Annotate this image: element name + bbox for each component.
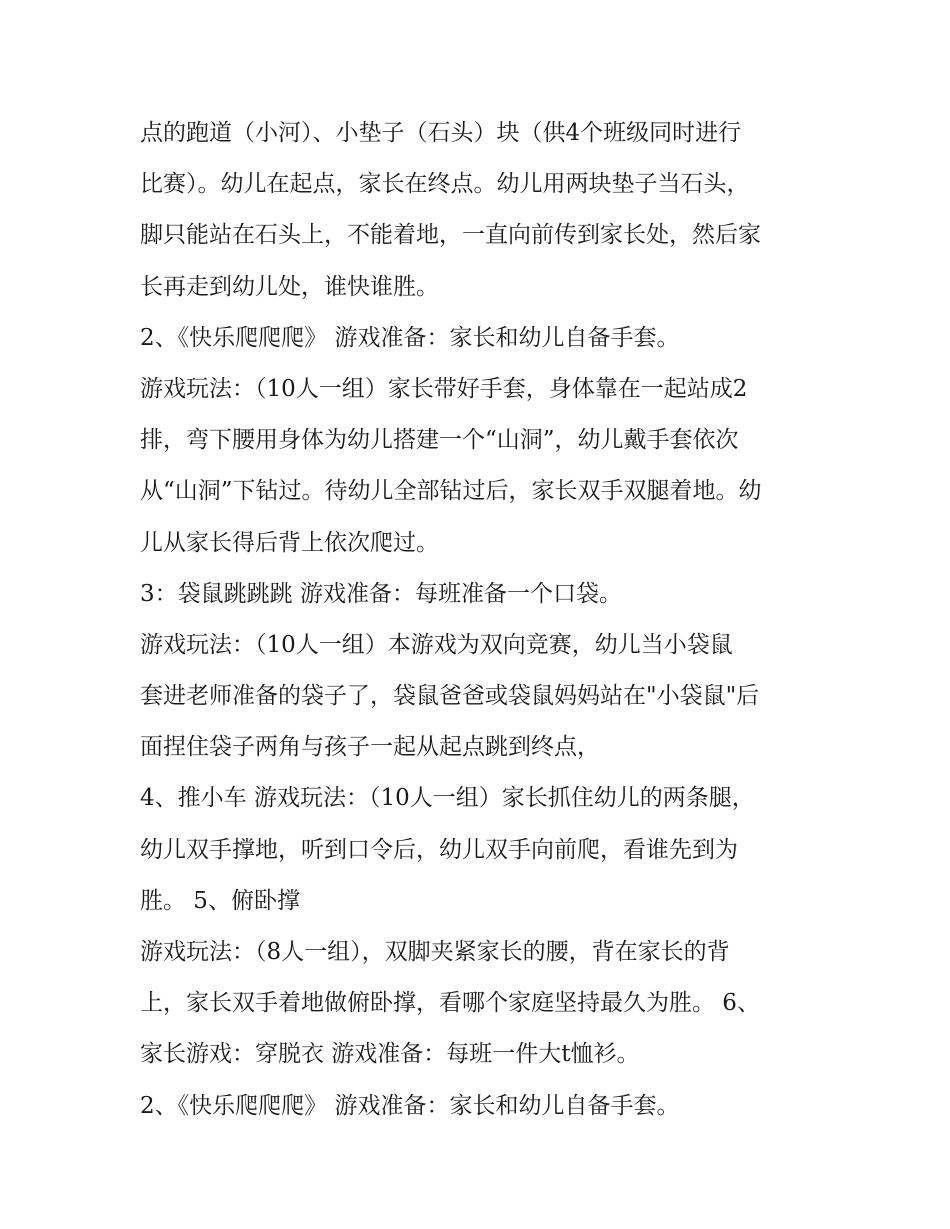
text-line: 2、《快乐爬爬爬》 游戏准备：家长和幼儿自备手套。	[140, 1092, 680, 1119]
text-line: 儿从家长得后背上依次爬过。	[140, 529, 439, 556]
text-line: 胜。 5、俯卧撑	[140, 887, 300, 914]
text-line: 排，弯下腰用身体为幼儿搭建一个“山洞”，幼儿戴手套依次	[140, 427, 739, 454]
text-line: 从“山洞”下钻过。待幼儿全部钻过后，家长双手双腿着地。幼	[140, 478, 762, 505]
text-line: 游戏玩法：（8人一组），双脚夹紧家长的腰，背在家长的背	[140, 939, 730, 965]
text-line: 套进老师准备的袋子了，袋鼠爸爸或袋鼠妈妈站在"小袋鼠"后	[140, 683, 760, 710]
text-line: 上，家长双手着地做俯卧撑，看哪个家庭坚持最久为胜。 6、	[140, 990, 760, 1017]
text-line: 幼儿双手撑地，听到口令后，幼儿双手向前爬，看谁先到为	[140, 836, 738, 863]
text-line: 长再走到幼儿处，谁快谁胜。	[140, 273, 439, 300]
text-line: 面捏住袋子两角与孩子一起从起点跳到终点，	[140, 734, 600, 761]
text-line: 游戏玩法：（10人一组）本游戏为双向竞赛，幼儿当小袋鼠	[140, 631, 733, 658]
text-line: 4、推小车 游戏玩法：（10人一组）家长抓住幼儿的两条腿，	[140, 785, 755, 812]
text-line: 比赛）。幼儿在起点，家长在终点。幼儿用两块垫子当石头，	[140, 171, 750, 198]
text-line: 点的跑道（小河）、小垫子（石头）块（供4个班级同时进行	[140, 120, 742, 146]
text-line: 家长游戏：穿脱衣 游戏准备：每班一件大t恤衫。	[140, 1041, 640, 1068]
text-line: 2、《快乐爬爬爬》 游戏准备：家长和幼儿自备手套。	[140, 324, 680, 351]
body-text	[140, 108, 830, 1132]
text-line: 游戏玩法：（10人一组）家长带好手套，身体靠在一起站成2	[140, 375, 748, 402]
text-line: 3：袋鼠跳跳跳 游戏准备：每班准备一个口袋。	[140, 580, 622, 607]
text-line: 脚只能站在石头上，不能着地，一直向前传到家长处，然后家	[140, 222, 761, 249]
